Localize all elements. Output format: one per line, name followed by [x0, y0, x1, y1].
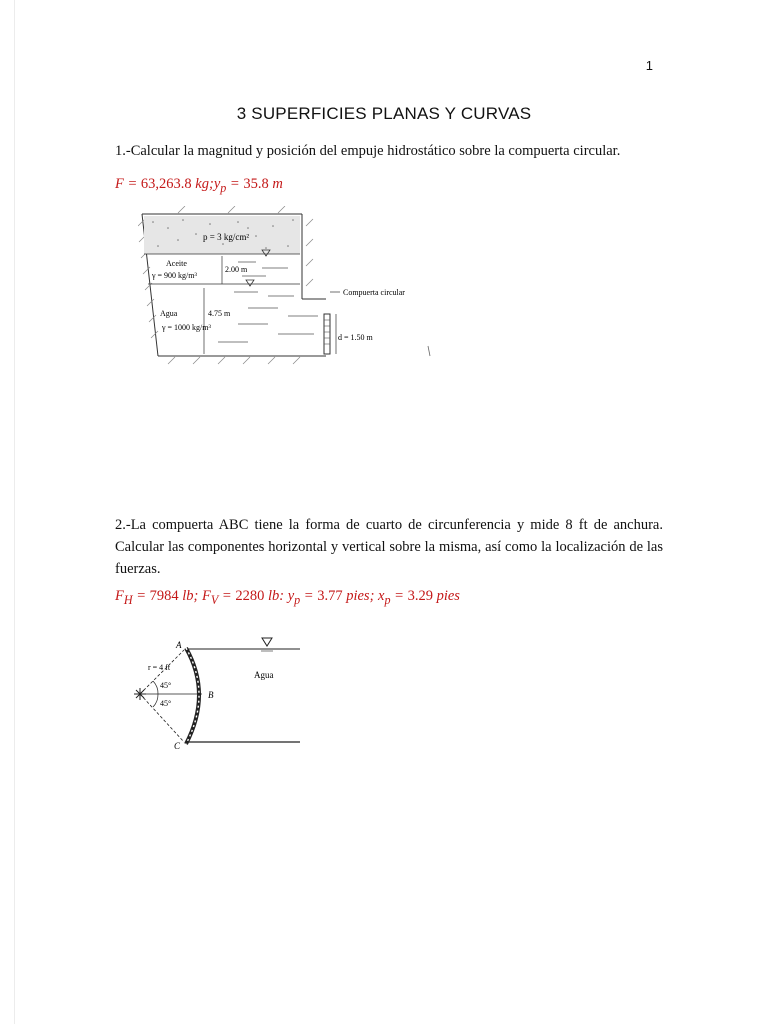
- angle-bottom-label: 45°: [160, 699, 172, 708]
- water-gamma: γ = 1000 kg/m³: [162, 323, 211, 332]
- gate-label: Compuerta circular: [343, 288, 405, 297]
- page-number: 1: [645, 58, 653, 73]
- point-b-label: B: [208, 690, 214, 700]
- quarter-gate-diagram: [114, 632, 314, 754]
- water-surface-marker: [246, 280, 254, 286]
- water-surface-marker: [262, 638, 272, 646]
- tank-diagram: [138, 206, 438, 371]
- page-title: 3 SUPERFICIES PLANAS Y CURVAS: [236, 104, 532, 123]
- pressure-label: p = 3 kg/cm²: [203, 232, 250, 242]
- problem-1-figure: [138, 206, 438, 376]
- oil-label: Aceite: [166, 259, 187, 268]
- problem-2-statement: 2.-La compuerta ABC tiene la forma de cuarto de circunferencia y mide 8 ft de anchura. Calcular las componentes horizontal y vertical sobre la misma, así como la localización de las fuerzas.: [115, 517, 663, 577]
- problem-1-statement: 1.-Calcular la magnitud y posición del empuje hidrostático sobre la compuerta circular.: [115, 143, 621, 159]
- oil-depth: 2.00 m: [225, 265, 248, 274]
- radius-label: r = 4 ft: [148, 663, 171, 672]
- oil-gamma: γ = 900 kg/m³: [152, 271, 197, 280]
- water-label: Agua: [160, 309, 178, 318]
- water-depth: 4.75 m: [208, 309, 231, 318]
- problem-1-answer: F = 63,263.8 $kg;y_p = 35.8$ m: [115, 176, 283, 195]
- water-label: Agua: [254, 670, 274, 680]
- angle-top-label: 45°: [160, 681, 172, 690]
- gate-diameter: d = 1.50 m: [338, 333, 373, 342]
- problem-2-figure: [114, 632, 314, 759]
- point-a-label: A: [176, 640, 182, 650]
- problem-2-answer: $F_H = 7984$ lb; $F_V = 2280$ lb: $y_p = 3.77$ pies; $x_p = 3.29$ pies: [115, 588, 460, 607]
- point-c-label: C: [174, 741, 181, 751]
- page-edge: [14, 0, 15, 1024]
